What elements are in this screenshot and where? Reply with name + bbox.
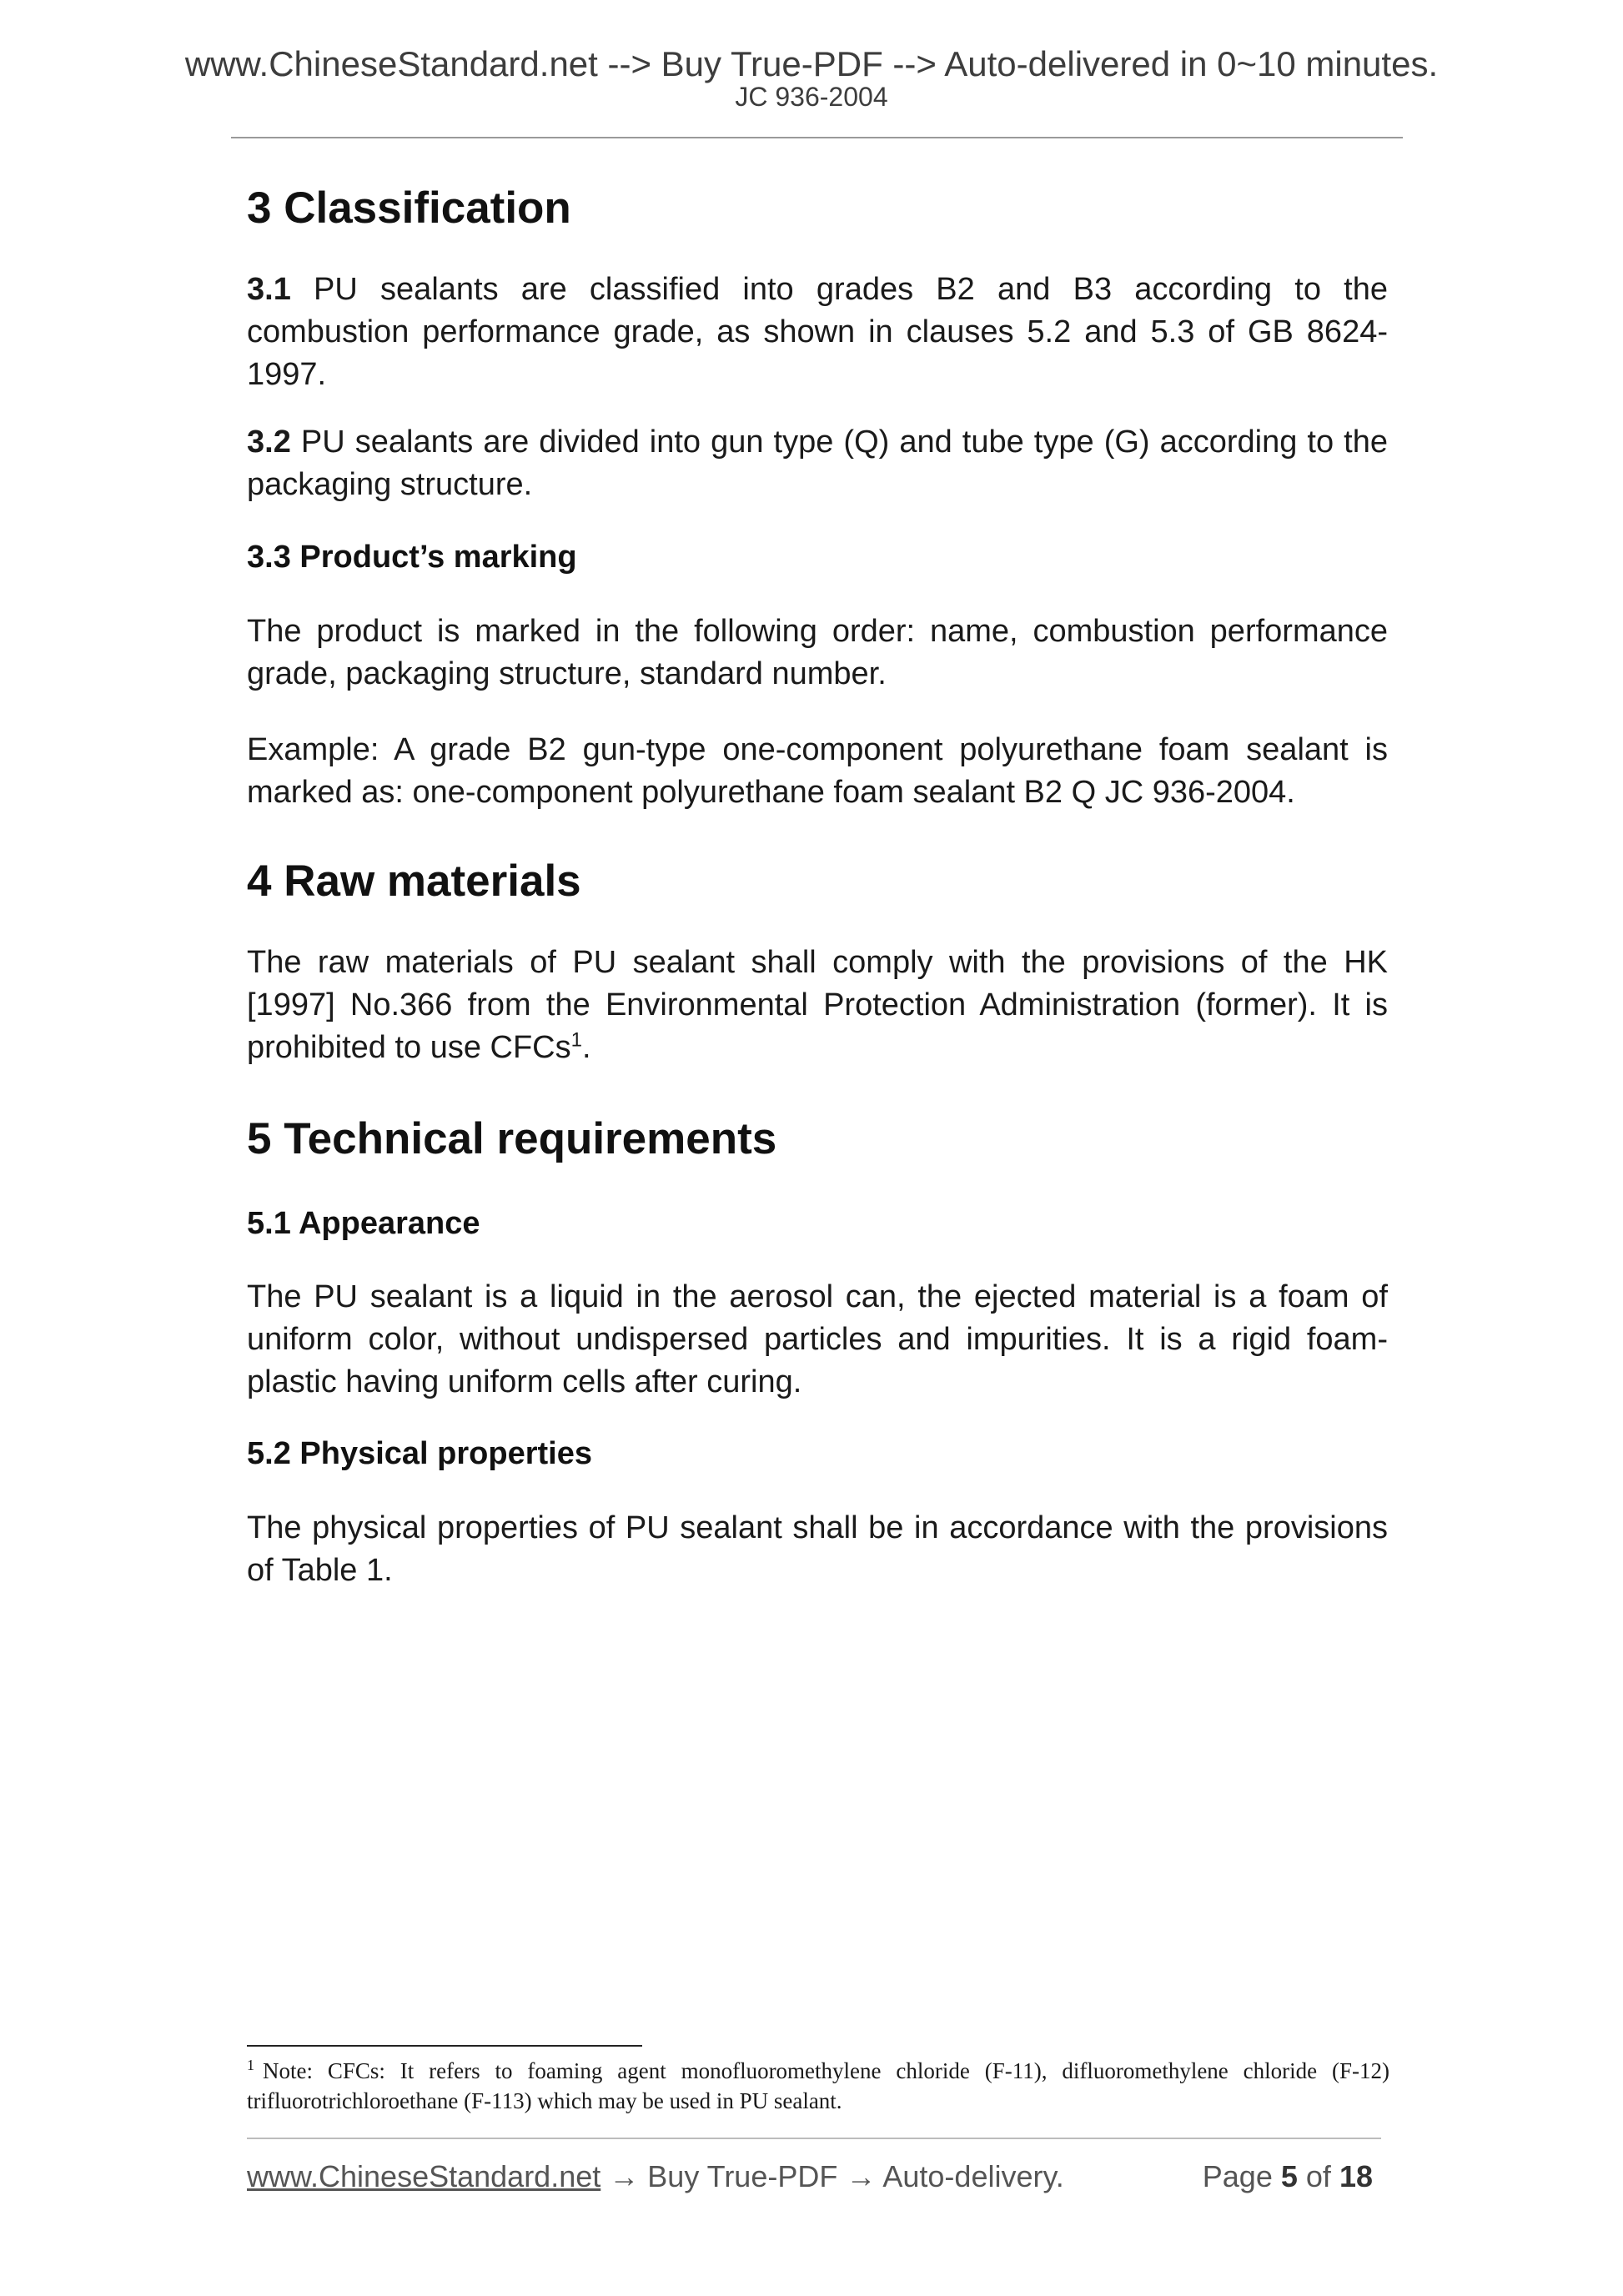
clause-3-2-text: PU sealants are divided into gun type (Q) and tube type (G) according to the packaging structure. (247, 425, 1388, 502)
physical-properties-paragraph: The physical properties of PU sealant shall be in accordance with the provisions of Table 1. (247, 1510, 1388, 1588)
footer-site-link[interactable]: www.ChineseStandard.net (247, 2159, 601, 2193)
clause-3-1-number: 3.1 (247, 272, 291, 307)
footer-divider (247, 2138, 1381, 2139)
footer-promo (247, 2157, 1064, 2197)
footnote-text: Note: CFCs: It refers to foaming agent monofluoromethylene chloride (F-11), difluoromethylene chloride (F-12) trifluorotrichloroethane (F-113) which may be used in PU sealant. (247, 2058, 1389, 2113)
footnote-divider (247, 2045, 642, 2047)
clause-3-2 (247, 421, 1388, 506)
section-4-heading: 4 Raw materials (247, 857, 581, 906)
footnote-mark: 1 (247, 2057, 254, 2073)
clause-5-2-heading: 5.2 Physical properties (247, 1436, 592, 1471)
clause-3-1 (247, 269, 1388, 396)
appearance-paragraph: The PU sealant is a liquid in the aerosol can, the ejected material is a foam of uniform color, without undispersed particles and impurities. It is a rigid foam-plastic having uniform cells after curing. (247, 1279, 1388, 1399)
marking-example-paragraph: Example: A grade B2 gun-type one-component polyurethane foam sealant is marked as: one-component polyurethane foam sealant B2 Q JC 936-2004. (247, 732, 1388, 810)
raw-materials-paragraph (247, 942, 1388, 1069)
document-id: JC 936-2004 (735, 82, 888, 112)
footnote-reference[interactable]: 1 (570, 1028, 582, 1052)
footnote (247, 2056, 1389, 2116)
header-divider (231, 137, 1403, 138)
header-banner: www.ChineseStandard.net --> Buy True-PDF --> Auto-delivered in 0~10 minutes. (184, 44, 1439, 83)
clause-3-1-text: PU sealants are classified into grades B2 and B3 according to the combustion performance grade, as shown in clauses 5.2 and 5.3 of GB 8624-1997. (247, 272, 1389, 392)
clause-3-3-heading: 3.3 Product’s marking (247, 540, 577, 575)
clause-5-1-heading: 5.1 Appearance (247, 1206, 480, 1241)
of-label: of (1305, 2159, 1331, 2193)
page-footer (247, 2157, 1381, 2197)
section-5-heading: 5 Technical requirements (247, 1114, 777, 1163)
marking-order-paragraph: The product is marked in the following order: name, combustion performance grade, packaging structure, standard number. (247, 614, 1388, 691)
raw-materials-text-end: . (582, 1030, 591, 1065)
footer-buy-text: Buy True-PDF (647, 2159, 838, 2193)
page-indicator (1203, 2157, 1373, 2197)
page-total: 18 (1339, 2159, 1373, 2193)
arrow-right-icon: → (846, 2159, 877, 2193)
section-3-heading: 3 Classification (247, 183, 571, 233)
raw-materials-text: The raw materials of PU sealant shall comply with the provisions of the HK [1997] No.366 from the Environmental Protection Administration (former). It is prohibited to use CFCs (247, 945, 1388, 1065)
document-body (247, 182, 1388, 1592)
clause-3-2-number: 3.2 (247, 425, 291, 460)
page-number: 5 (1280, 2159, 1298, 2193)
page-label: Page (1202, 2159, 1273, 2193)
footer-delivery-text: Auto-delivery. (882, 2159, 1064, 2193)
arrow-right-icon: → (609, 2159, 640, 2193)
